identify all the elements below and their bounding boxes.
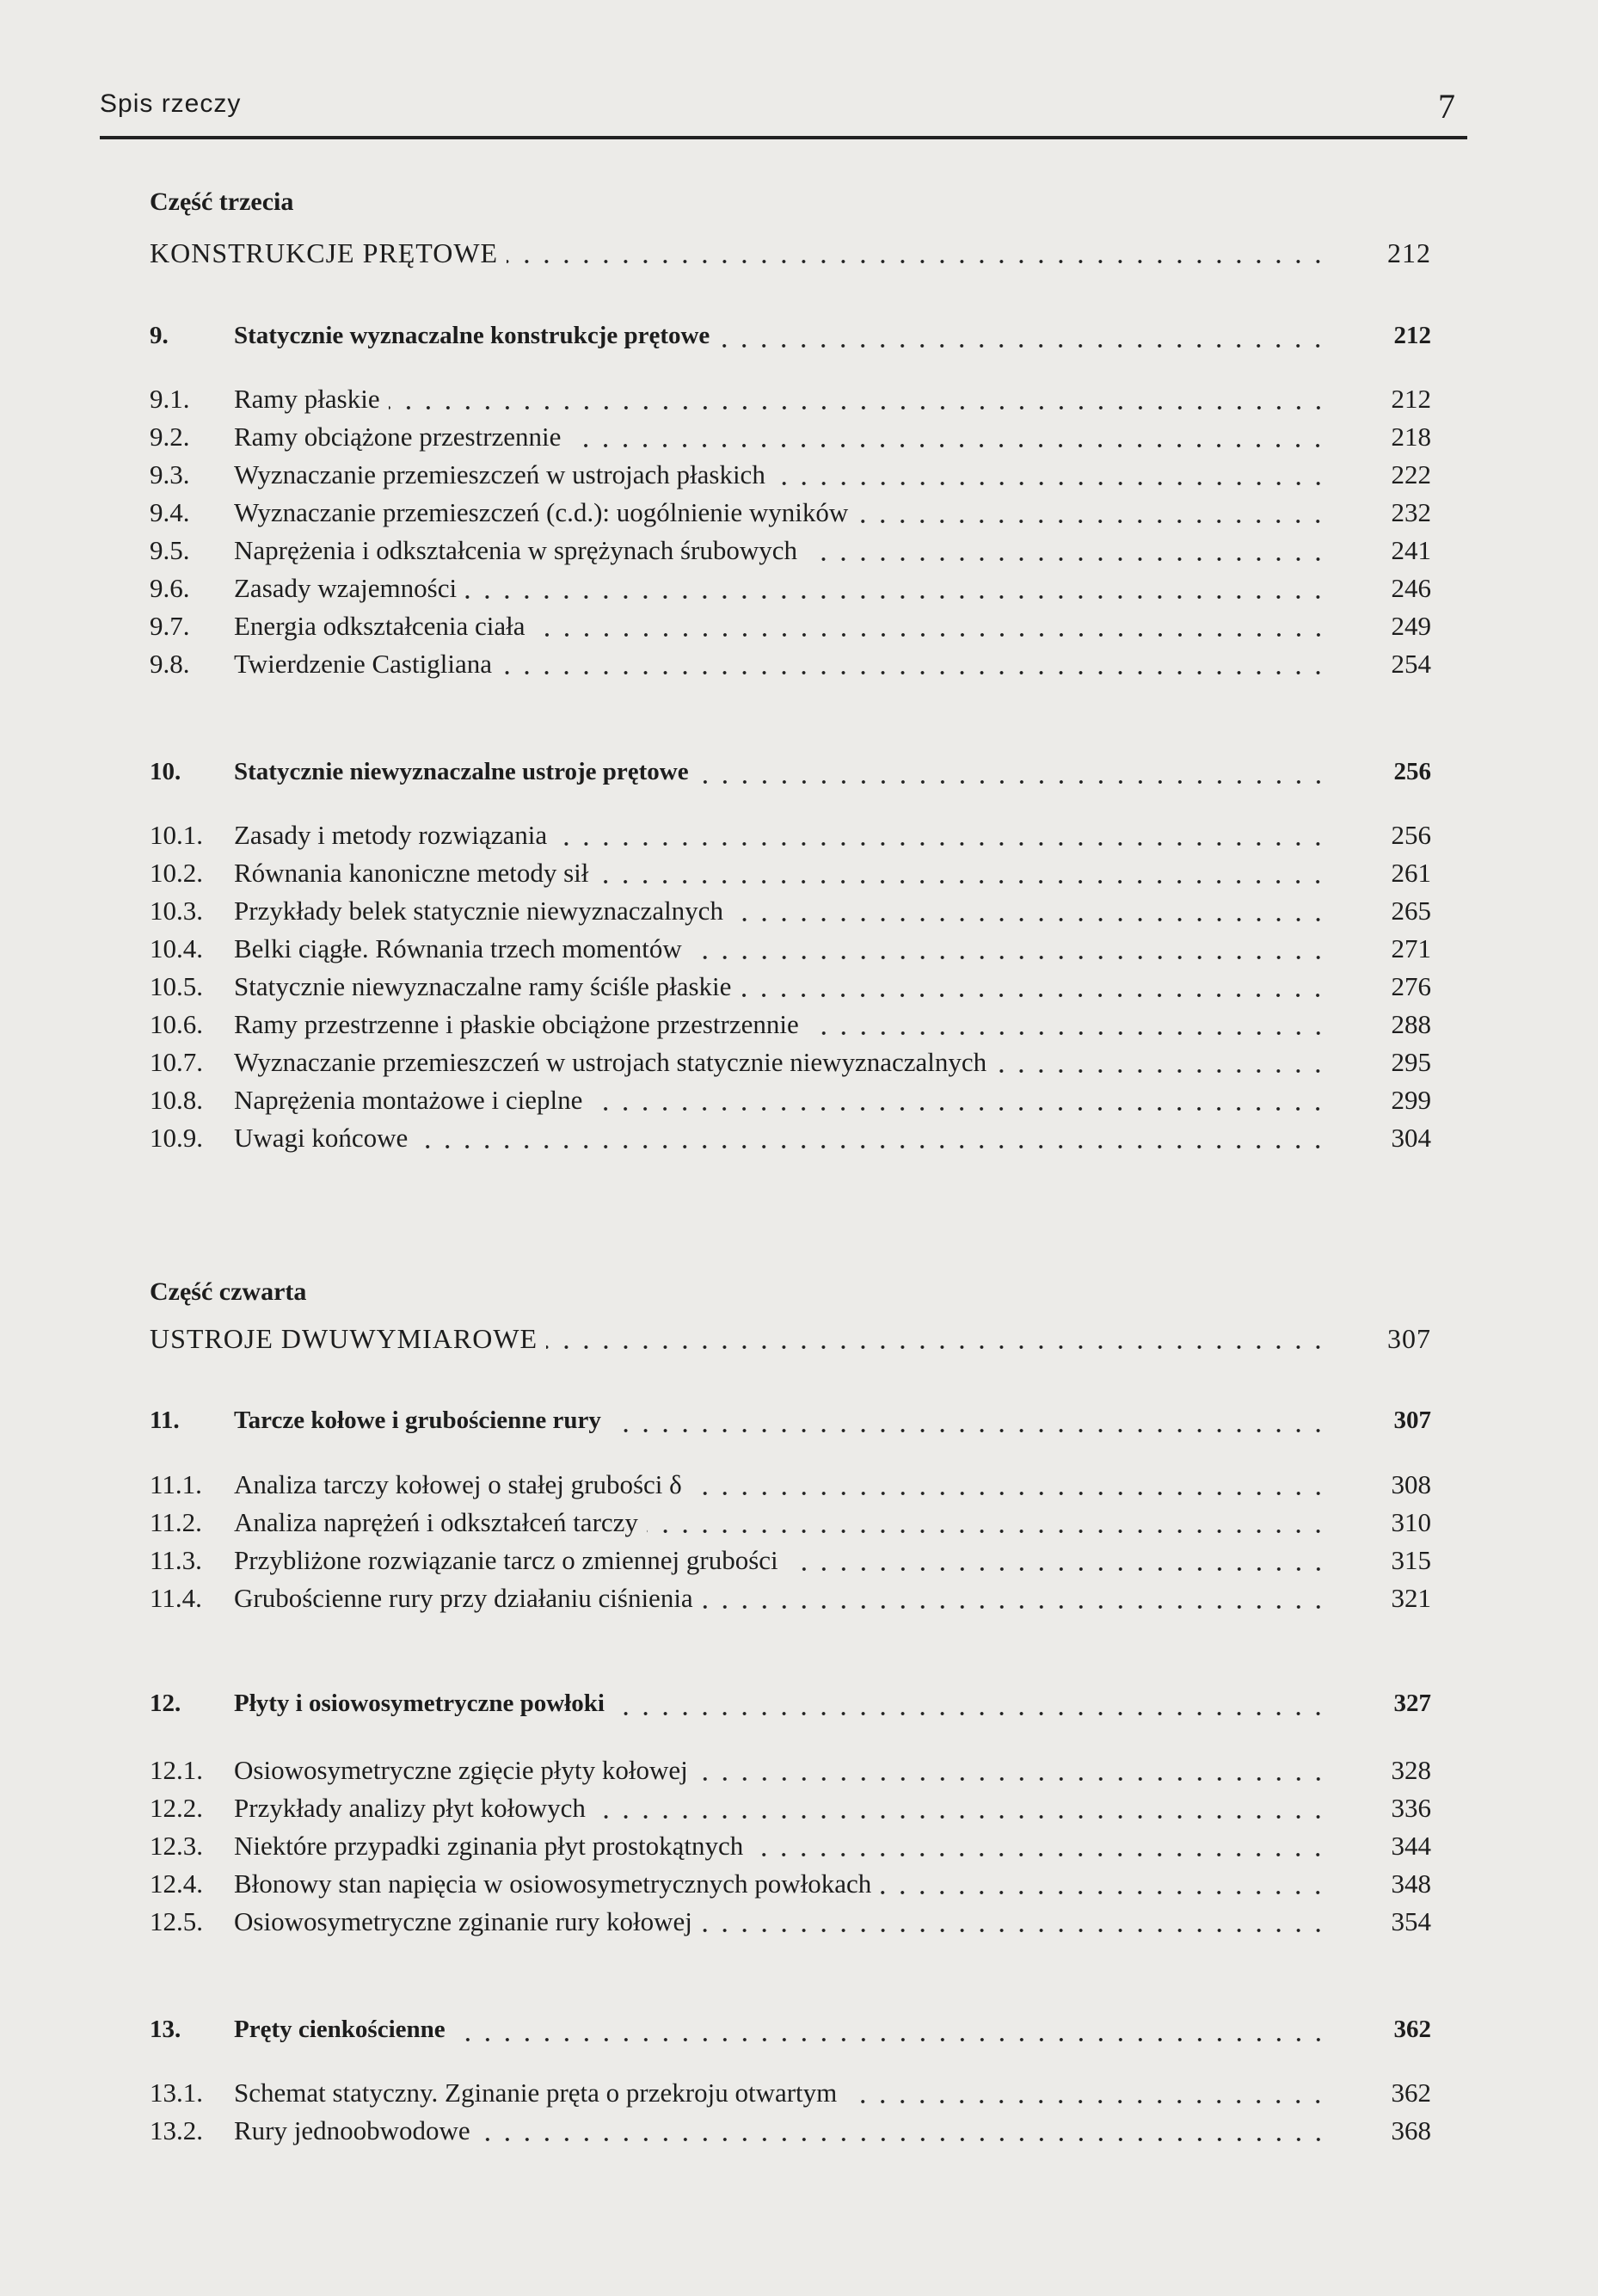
- entry-page: 328: [1391, 1755, 1431, 1785]
- entry-page: 368: [1391, 2115, 1431, 2145]
- entry-page: 310: [1391, 1507, 1431, 1537]
- section-entry[interactable]: [150, 497, 1431, 532]
- dot-leader: [774, 481, 1328, 486]
- entry-number: 9.5.: [150, 535, 190, 565]
- entry-number: 10.1.: [150, 820, 203, 850]
- entry-title: Schemat statyczny. Zginanie pręta o przekroju otwartym: [234, 2077, 838, 2108]
- entry-page: 295: [1391, 1047, 1431, 1077]
- entry-page: 276: [1391, 971, 1431, 1001]
- dot-leader: [718, 343, 1328, 348]
- section-entry[interactable]: [150, 422, 1431, 456]
- section-entry[interactable]: [150, 933, 1431, 968]
- dot-leader: [691, 955, 1328, 960]
- entry-title: Uwagi końcowe: [234, 1123, 409, 1153]
- entry-page: 304: [1391, 1123, 1431, 1153]
- dot-leader: [613, 1711, 1328, 1716]
- entry-number: 10.5.: [150, 971, 203, 1001]
- chapter-entry[interactable]: [150, 1407, 1431, 1441]
- entry-title: Tarcze kołowe i grubościenne rury: [234, 1407, 601, 1434]
- entry-number: 10.: [150, 758, 181, 785]
- entry-number: 13.2.: [150, 2115, 203, 2145]
- entry-title: USTROJE DWUWYMIAROWE: [150, 1323, 538, 1354]
- entry-title: Ramy obciążone przestrzennie: [234, 422, 562, 452]
- dot-leader: [787, 1567, 1328, 1572]
- entry-title: Zasady wzajemności: [234, 573, 458, 603]
- entry-number: 10.2.: [150, 858, 203, 888]
- entry-number: 9.4.: [150, 497, 190, 527]
- section-entry[interactable]: [150, 1868, 1431, 1903]
- section-entry[interactable]: [150, 1123, 1431, 1157]
- entry-page: 271: [1391, 933, 1431, 963]
- part-label: Część czwarta: [150, 1277, 307, 1306]
- dot-leader: [569, 443, 1328, 448]
- dot-leader: [389, 405, 1328, 410]
- entry-number: 11.2.: [150, 1507, 202, 1537]
- entry-page: 212: [1393, 322, 1431, 349]
- section-entry[interactable]: [150, 459, 1431, 494]
- entry-title: Rury jednoobwodowe: [234, 2115, 470, 2145]
- entry-page: 265: [1391, 896, 1431, 926]
- entry-title: Przykłady analizy płyt kołowych: [234, 1793, 586, 1823]
- entry-title: Analiza naprężeń i odkształceń tarczy: [234, 1507, 638, 1537]
- section-entry[interactable]: [150, 858, 1431, 892]
- entry-title: Analiza tarczy kołowej o stałej grubości δ: [234, 1469, 682, 1499]
- section-entry[interactable]: [150, 1583, 1431, 1617]
- entry-number: 10.7.: [150, 1047, 203, 1077]
- entry-title: Wyznaczanie przemieszczeń w ustrojach statycznie niewyznaczalnych: [234, 1047, 987, 1077]
- part-label: Część trzecia: [150, 188, 294, 216]
- entry-number: 9.6.: [150, 573, 190, 603]
- section-entry[interactable]: [150, 1906, 1431, 1941]
- header-rule: [100, 136, 1467, 139]
- chapter-entry[interactable]: [150, 322, 1431, 356]
- entry-title: Płyty i osiowosymetryczne powłoki: [234, 1690, 605, 1717]
- entry-title: Zasady i metody rozwiązania: [234, 820, 548, 850]
- dot-leader: [691, 1491, 1328, 1496]
- entry-number: 9.: [150, 322, 169, 349]
- entry-number: 9.3.: [150, 459, 190, 489]
- entry-title: Osiowosymetryczne zginanie rury kołowej: [234, 1906, 692, 1936]
- part-title-entry[interactable]: [150, 1323, 1431, 1357]
- entry-page: 336: [1391, 1793, 1431, 1823]
- dot-leader: [702, 1604, 1328, 1610]
- dot-leader: [752, 1852, 1328, 1857]
- entry-number: 13.: [150, 2016, 181, 2043]
- entry-title: Naprężenia i odkształcenia w sprężynach śrubowych: [234, 535, 798, 565]
- dot-leader: [479, 2137, 1328, 2142]
- entry-title: Ramy płaskie: [234, 384, 380, 414]
- entry-page: 256: [1391, 820, 1431, 850]
- section-entry[interactable]: [150, 535, 1431, 569]
- entry-title: Energia odkształcenia ciała: [234, 611, 525, 641]
- chapter-entry[interactable]: [150, 2016, 1431, 2050]
- entry-title: Pręty cienkościenne: [234, 2016, 446, 2043]
- entry-title: Osiowosymetryczne zgięcie płyty kołowej: [234, 1755, 688, 1785]
- entry-number: 10.9.: [150, 1123, 203, 1153]
- entry-title: Wyznaczanie przemieszczeń (c.d.): uogólnienie wyników: [234, 497, 849, 527]
- dot-leader: [501, 670, 1328, 675]
- dot-leader: [594, 1814, 1328, 1819]
- entry-title: KONSTRUKCJE PRĘTOWE: [150, 237, 499, 268]
- entry-page: 308: [1391, 1469, 1431, 1499]
- section-entry[interactable]: [150, 2077, 1431, 2112]
- section-entry[interactable]: [150, 1755, 1431, 1789]
- dot-leader: [591, 1106, 1328, 1111]
- entry-page: 222: [1391, 459, 1431, 489]
- dot-leader: [740, 993, 1328, 998]
- entry-title: Niektóre przypadki zginania płyt prostokątnych: [234, 1831, 744, 1861]
- section-entry[interactable]: [150, 573, 1431, 607]
- entry-page: 249: [1391, 611, 1431, 641]
- section-entry[interactable]: [150, 896, 1431, 930]
- entry-page: 307: [1387, 1323, 1431, 1354]
- entry-title: Ramy przestrzenne i płaskie obciążone przestrzennie: [234, 1009, 799, 1039]
- entry-number: 11.1.: [150, 1469, 202, 1499]
- entry-page: 232: [1391, 497, 1431, 527]
- dot-leader: [534, 632, 1328, 637]
- dot-leader: [857, 519, 1328, 524]
- entry-number: 12.5.: [150, 1906, 203, 1936]
- entry-page: 362: [1393, 2016, 1431, 2043]
- entry-number: 10.8.: [150, 1085, 203, 1115]
- page-number: 7: [1438, 87, 1455, 126]
- dot-leader: [845, 2099, 1328, 2104]
- entry-page: 218: [1391, 422, 1431, 452]
- entry-title: Statycznie niewyznaczalne ustroje prętowe: [234, 758, 689, 785]
- entry-page: 362: [1391, 2077, 1431, 2108]
- entry-page: 321: [1391, 1583, 1431, 1613]
- entry-page: 299: [1391, 1085, 1431, 1115]
- dot-leader: [806, 557, 1328, 562]
- entry-page: 256: [1393, 758, 1431, 785]
- entry-number: 9.7.: [150, 611, 190, 641]
- dot-leader: [697, 1776, 1328, 1782]
- dot-leader: [610, 1428, 1328, 1433]
- dot-leader: [808, 1031, 1328, 1036]
- entry-number: 11.: [150, 1407, 180, 1434]
- entry-title: Twierdzenie Castigliana: [234, 649, 492, 679]
- entry-page: 212: [1391, 384, 1431, 414]
- entry-title: Wyznaczanie przemieszczeń w ustrojach płaskich: [234, 459, 765, 489]
- entry-number: 12.: [150, 1690, 181, 1717]
- dot-leader: [546, 1345, 1328, 1350]
- dot-leader: [732, 917, 1328, 922]
- entry-number: 10.4.: [150, 933, 203, 963]
- entry-page: 348: [1391, 1868, 1431, 1899]
- entry-page: 212: [1387, 237, 1431, 268]
- entry-title: Statycznie niewyznaczalne ramy ściśle płaskie: [234, 971, 732, 1001]
- chapter-entry[interactable]: [150, 758, 1431, 792]
- entry-number: 10.6.: [150, 1009, 203, 1039]
- dot-leader: [995, 1068, 1328, 1074]
- entry-title: Grubościenne rury przy działaniu ciśnienia: [234, 1583, 693, 1613]
- entry-number: 13.1.: [150, 2077, 203, 2108]
- entry-number: 11.3.: [150, 1545, 202, 1575]
- entry-page: 344: [1391, 1831, 1431, 1861]
- entry-number: 10.3.: [150, 896, 203, 926]
- section-entry[interactable]: [150, 1085, 1431, 1119]
- dot-leader: [647, 1529, 1328, 1534]
- dot-leader: [880, 1890, 1328, 1895]
- entry-number: 12.4.: [150, 1868, 203, 1899]
- entry-number: 9.2.: [150, 422, 190, 452]
- entry-title: Przybliżone rozwiązanie tarcz o zmiennej grubości: [234, 1545, 778, 1575]
- section-entry[interactable]: [150, 649, 1431, 683]
- entry-page: 261: [1391, 858, 1431, 888]
- entry-page: 315: [1391, 1545, 1431, 1575]
- entry-title: Przykłady belek statycznie niewyznaczalnych: [234, 896, 723, 926]
- section-entry[interactable]: [150, 611, 1431, 645]
- entry-page: 246: [1391, 573, 1431, 603]
- section-entry[interactable]: [150, 820, 1431, 854]
- entry-page: 254: [1391, 649, 1431, 679]
- dot-leader: [701, 1928, 1328, 1933]
- dot-leader: [507, 259, 1328, 264]
- dot-leader: [416, 1144, 1328, 1149]
- entry-number: 9.1.: [150, 384, 190, 414]
- entry-title: Błonowy stan napięcia w osiowosymetrycznych powłokach: [234, 1868, 872, 1899]
- entry-number: 12.2.: [150, 1793, 203, 1823]
- dot-leader: [454, 2037, 1328, 2042]
- entry-title: Naprężenia montażowe i cieplne: [234, 1085, 583, 1115]
- entry-number: 11.4.: [150, 1583, 202, 1613]
- dot-leader: [465, 594, 1328, 600]
- entry-number: 12.1.: [150, 1755, 203, 1785]
- section-entry[interactable]: [150, 384, 1431, 418]
- section-entry[interactable]: [150, 1047, 1431, 1081]
- dot-leader: [698, 779, 1328, 785]
- entry-page: 288: [1391, 1009, 1431, 1039]
- entry-title: Równania kanoniczne metody sił: [234, 858, 589, 888]
- section-entry[interactable]: [150, 1793, 1431, 1827]
- section-entry[interactable]: [150, 971, 1431, 1006]
- section-entry[interactable]: [150, 1507, 1431, 1542]
- section-entry[interactable]: [150, 2115, 1431, 2150]
- entry-number: 12.3.: [150, 1831, 203, 1861]
- part-title-entry[interactable]: [150, 237, 1431, 272]
- section-entry[interactable]: [150, 1545, 1431, 1579]
- entry-page: 354: [1391, 1906, 1431, 1936]
- section-entry[interactable]: [150, 1009, 1431, 1043]
- chapter-entry[interactable]: [150, 1690, 1431, 1724]
- entry-title: Statycznie wyznaczalne konstrukcje prętowe: [234, 322, 710, 349]
- running-header: Spis rzeczy: [100, 89, 242, 118]
- section-entry[interactable]: [150, 1831, 1431, 1865]
- entry-page: 327: [1393, 1690, 1431, 1717]
- entry-page: 241: [1391, 535, 1431, 565]
- dot-leader: [597, 879, 1328, 884]
- entry-page: 307: [1393, 1407, 1431, 1434]
- section-entry[interactable]: [150, 1469, 1431, 1504]
- entry-number: 9.8.: [150, 649, 190, 679]
- dot-leader: [556, 841, 1328, 846]
- entry-title: Belki ciągłe. Równania trzech momentów: [234, 933, 682, 963]
